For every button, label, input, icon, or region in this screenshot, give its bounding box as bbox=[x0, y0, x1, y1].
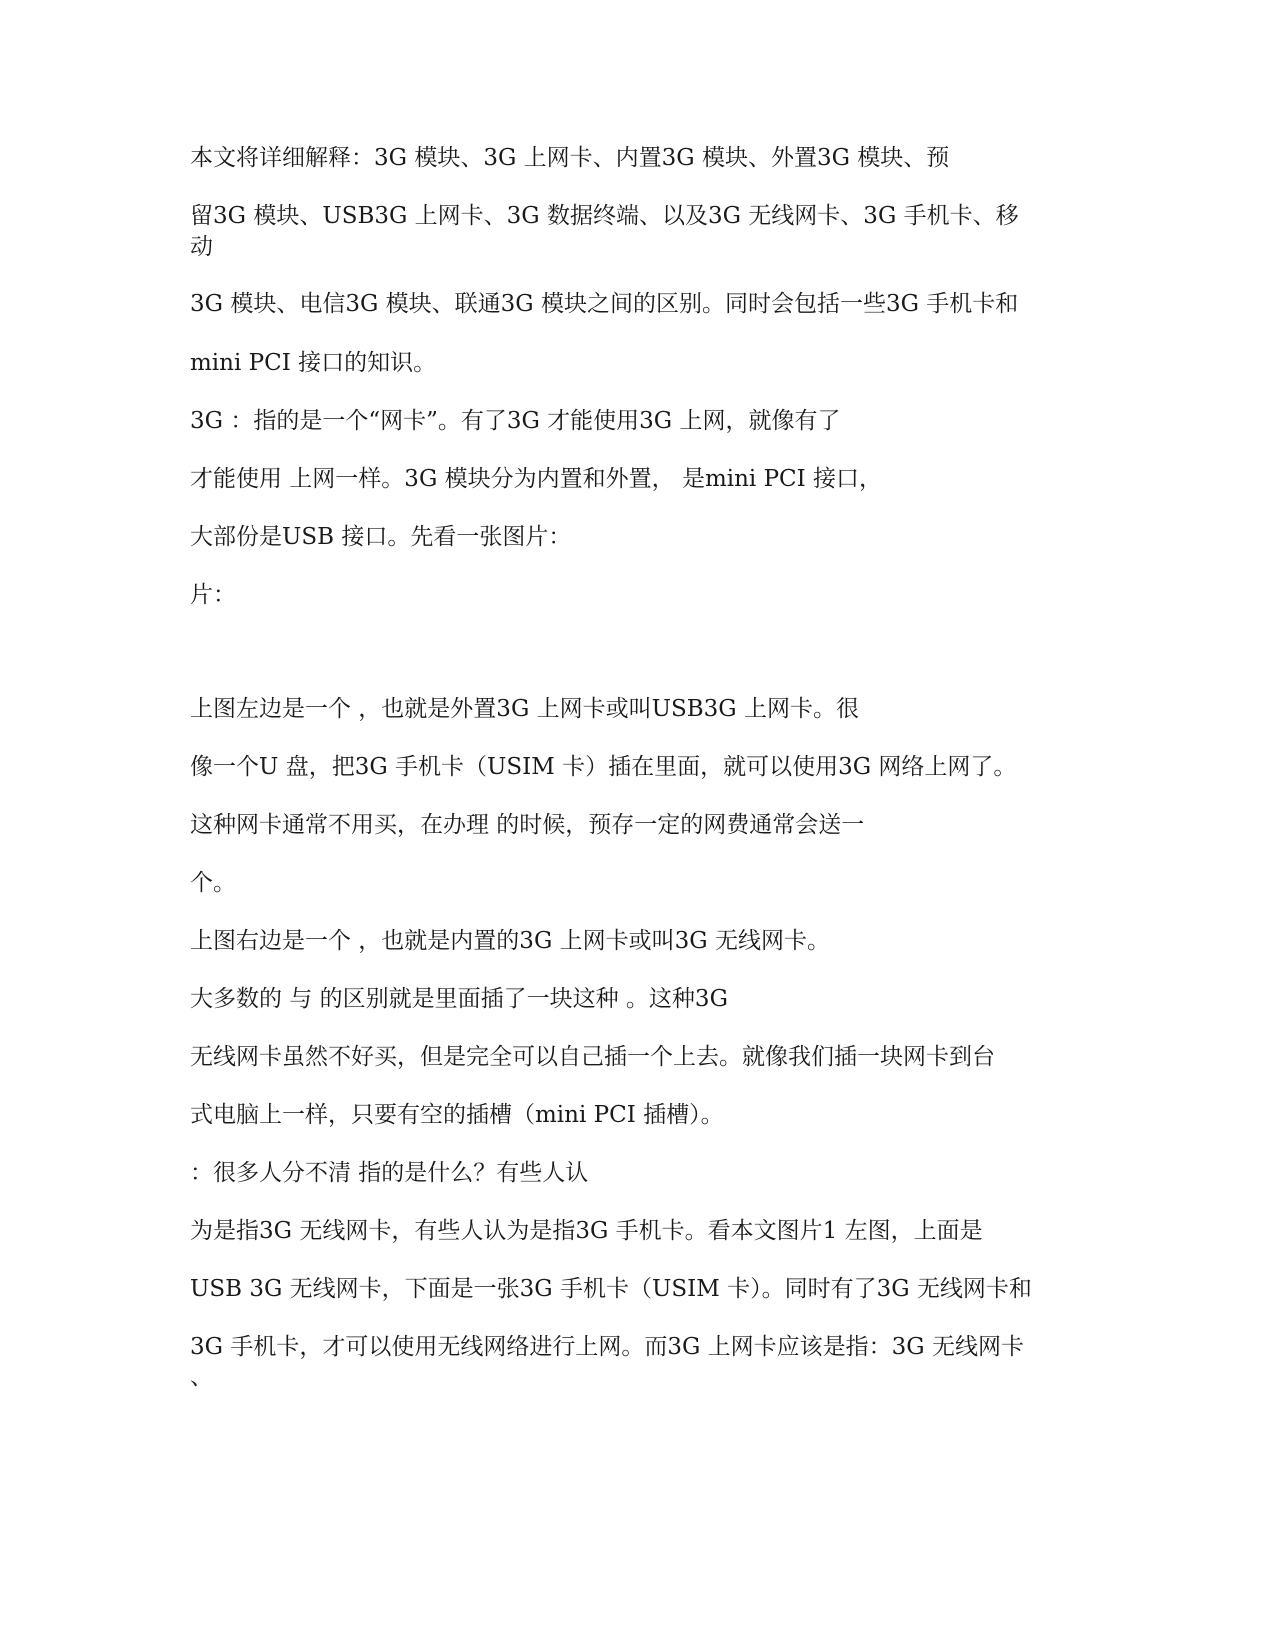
paragraph-line: 留3G 模块、USB3G 上网卡、3G 数据终端、以及3G 无线网卡、3G 手机卡、移 bbox=[190, 203, 1019, 229]
paragraph-line: 个。 bbox=[190, 870, 236, 896]
paragraph-line: 3G 手机卡，才可以使用无线网络进行上网。而3G 上网卡应该是指：3G 无线网卡 bbox=[190, 1334, 1024, 1360]
paragraph-line: 为是指3G 无线网卡，有些人认为是指3G 手机卡。看本文图片1 左图，上面是 bbox=[190, 1218, 983, 1244]
paragraph-line: 这种网卡通常不用买，在办理 的时候，预存一定的网费通常会送一 bbox=[190, 812, 865, 838]
paragraph-line: 3G ：指的是一个“网卡”。有了3G 才能使用3G 上网，就像有了 bbox=[190, 408, 841, 434]
paragraph-line: USB 3G 无线网卡，下面是一张3G 手机卡（USIM 卡）。同时有了3G 无线网卡和 bbox=[190, 1276, 1032, 1302]
paragraph-line: 式电脑上一样，只要有空的插槽（mini PCI 插槽）。 bbox=[190, 1102, 724, 1128]
paragraph-line: ：很多人分不清 指的是什么？有些人认 bbox=[190, 1160, 589, 1186]
paragraph-line: 、 bbox=[190, 1364, 213, 1390]
paragraph-line: 3G 模块、电信3G 模块、联通3G 模块之间的区别。同时会包括一些3G 手机卡和 bbox=[190, 291, 1019, 317]
paragraph-line: mini PCI 接口的知识。 bbox=[190, 350, 437, 376]
paragraph-line: 才能使用 上网一样。3G 模块分为内置和外置， 是mini PCI 接口， bbox=[190, 466, 883, 492]
paragraph-line: 本文将详细解释：3G 模块、3G 上网卡、内置3G 模块、外置3G 模块、预 bbox=[190, 145, 950, 171]
paragraph-line: 上图左边是一个 ，也就是外置3G 上网卡或叫USB3G 上网卡。很 bbox=[190, 696, 859, 722]
paragraph-line: 片： bbox=[190, 582, 236, 608]
paragraph-line: 无线网卡虽然不好买，但是完全可以自己插一个上去。就像我们插一块网卡到台 bbox=[190, 1044, 995, 1070]
paragraph-line: 上图右边是一个 ，也就是内置的3G 上网卡或叫3G 无线网卡。 bbox=[190, 928, 830, 954]
paragraph-line: 大部份是USB 接口。先看一张图片： bbox=[190, 524, 572, 550]
paragraph-line: 动 bbox=[190, 234, 213, 260]
paragraph-line: 像一个U 盘，把3G 手机卡（USIM 卡）插在里面，就可以使用3G 网络上网了。 bbox=[190, 754, 1017, 780]
paragraph-line: 大多数的 与 的区别就是里面插了一块这种 。这种3G bbox=[190, 986, 728, 1012]
